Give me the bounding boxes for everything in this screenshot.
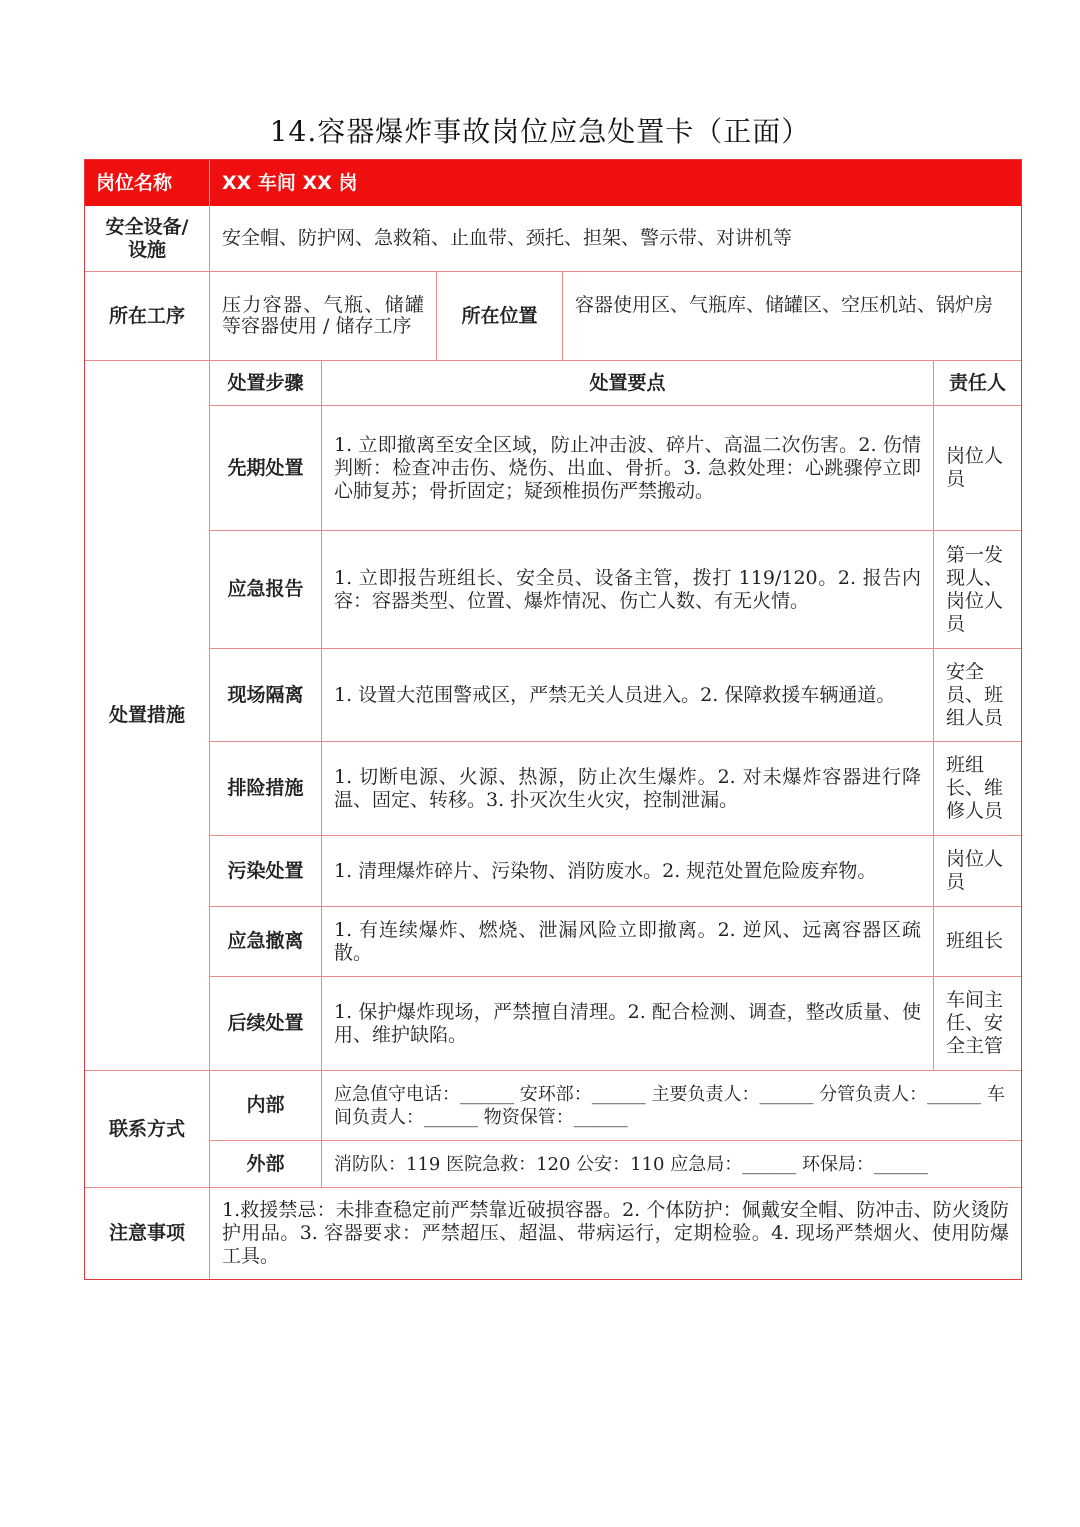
contact-external-value: 消防队：119 医院急救：120 公安：110 应急局：______ 环保局：______ [322,1141,1021,1188]
post-name-label: 岗位名称 [96,172,173,194]
page-title: 14.容器爆炸事故岗位应急处置卡（正面） [269,115,811,148]
process-label: 所在工序 [85,272,210,361]
measure-responsible: 车间主任、安全主管 [934,977,1021,1071]
location-value: 容器使用区、气瓶库、储罐区、空压机站、锅炉房 [563,272,1021,361]
measure-step: 排险措施 [210,742,322,836]
emergency-card-table [84,159,1022,1280]
measure-points: 1. 有连续爆炸、燃烧、泄漏风险立即撤离。2. 逆风、远离容器区疏散。 [322,907,934,977]
contact-label: 联系方式 [85,1071,210,1188]
notes-label: 注意事项 [85,1188,210,1279]
measure-points: 1. 切断电源、火源、热源，防止次生爆炸。2. 对未爆炸容器进行降温、固定、转移。3. 扑灭次生火灾，控制泄漏。 [322,742,934,836]
location-label: 所在位置 [437,272,563,361]
safety-equipment-label: 安全设备/设施 [85,206,210,272]
post-name-value: XX 车间 XX 岗 [222,172,358,194]
measure-responsible: 第一发现人、岗位人员 [934,531,1021,649]
measure-points: 1. 设置大范围警戒区，严禁无关人员进入。2. 保障救援车辆通道。 [322,649,934,742]
measure-points: 1. 立即撤离至安全区域，防止冲击波、碎片、高温二次伤害。2. 伤情判断：检查冲击伤、烧伤、出血、骨折。3. 急救处理：心跳骤停立即心肺复苏；骨折固定；疑颈椎损伤严禁搬动。 [322,406,934,531]
header-divider [209,160,210,206]
process-value: 压力容器、气瓶、储罐等容器使用 / 储存工序 [210,272,437,361]
measure-points: 1. 保护爆炸现场，严禁擅自清理。2. 配合检测、调查，整改质量、使用、维护缺陷。 [322,977,934,1071]
measure-points: 1. 清理爆炸碎片、污染物、消防废水。2. 规范处置危险废弃物。 [322,836,934,907]
col-header-responsible: 责任人 [934,361,1021,406]
contact-external-label: 外部 [210,1141,322,1188]
notes-value: 1.救援禁忌：未排查稳定前严禁靠近破损容器。2. 个体防护：佩戴安全帽、防冲击、防火烫防护用品。3. 容器要求：严禁超压、超温、带病运行，定期检验。4. 现场严禁烟火、使用防爆工具。 [222,1199,1009,1267]
contact-internal-value: 应急值守电话：______ 安环部：______ 主要负责人：______ 分管负责人：______ 车间负责人：______ 物资保管：______ [322,1071,1021,1141]
measure-points: 1. 立即报告班组长、安全员、设备主管，拨打 119/120。2. 报告内容：容器类型、位置、爆炸情况、伤亡人数、有无火情。 [322,531,934,649]
card-header-row [85,160,1021,206]
measure-step: 污染处置 [210,836,322,907]
col-header-step: 处置步骤 [210,361,322,406]
measure-step: 应急报告 [210,531,322,649]
measures-label: 处置措施 [85,361,210,1071]
measure-responsible: 岗位人员 [934,836,1021,907]
measure-step: 现场隔离 [210,649,322,742]
measure-responsible: 岗位人员 [934,406,1021,531]
measure-responsible: 班组长 [934,907,1021,977]
measure-step: 应急撤离 [210,907,322,977]
measure-responsible: 安全员、班组人员 [934,649,1021,742]
measure-step: 先期处置 [210,406,322,531]
col-header-points: 处置要点 [322,361,934,406]
measure-step: 后续处置 [210,977,322,1071]
measure-responsible: 班组长、维修人员 [934,742,1021,836]
safety-equipment-value: 安全帽、防护网、急救箱、止血带、颈托、担架、警示带、对讲机等 [210,206,1021,272]
contact-internal-label: 内部 [210,1071,322,1141]
